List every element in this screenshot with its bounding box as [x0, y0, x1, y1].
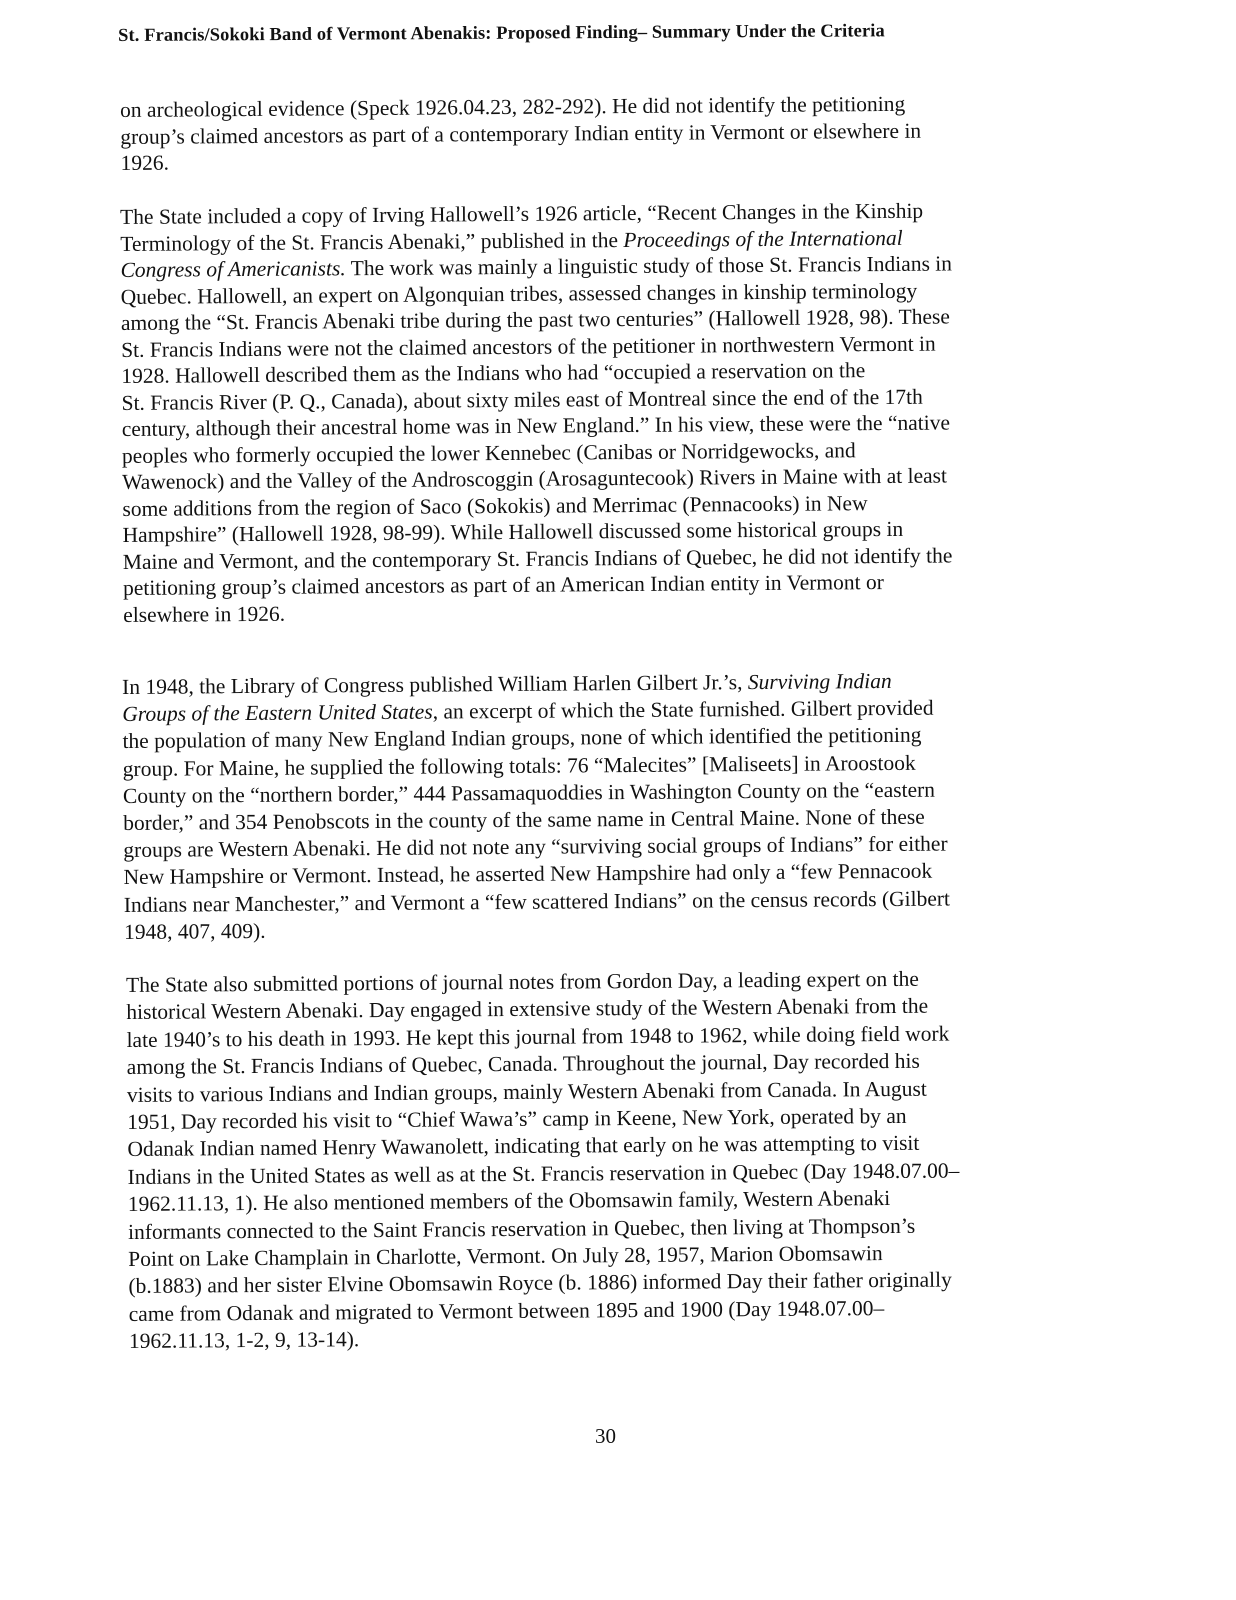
text-segment: century, although their ancestral home was in New England.” In his view, these were the “native: [121, 410, 951, 441]
text-segment: Indians in the United States as well as at the St. Francis reservation in Quebec (Day 1948.07.00–: [127, 1158, 960, 1189]
text-segment: New Hampshire or Vermont. Instead, he asserted New Hampshire had only a “few Pennacook: [123, 858, 933, 890]
text-segment: came from Odanak and migrated to Vermont between 1895 and 1900 (Day 1948.07.00–: [128, 1295, 885, 1326]
paragraph-gordon-day: [126, 964, 1089, 1355]
text-segment: the population of many New England Indian groups, none of which identified the petitioning: [122, 723, 922, 754]
text-segment: Hampshire” (Hallowell 1928, 98-99). While Hallowell discussed some historical groups in: [122, 516, 904, 547]
text-segment: peoples who formerly occupied the lower Kennebec (Canibas or Norridgewocks, and: [121, 437, 856, 468]
text-segment: groups are Western Abenaki. He did not note any “surviving social groups of Indians” for either: [123, 831, 948, 863]
text-segment: Quebec. Hallowell, an expert on Algonquian tribes, assessed changes in kinship terminology: [120, 278, 918, 309]
text-segment: The work was mainly a linguistic study of those St. Francis Indians in: [345, 251, 953, 281]
text-segment: 1948, 407, 409).: [123, 918, 266, 944]
italic-title-text: Proceedings of the International: [623, 225, 903, 252]
text-segment: some additions from the region of Saco (Sokokis) and Merrimac (Pennacooks) in New: [122, 490, 868, 521]
text-segment: St. Francis Indians were not the claimed ancestors of the petitioner in northwestern Vermont in: [121, 331, 936, 362]
page-number: 30: [595, 1424, 616, 1448]
text-segment: County on the “northern border,” 444 Passamaquoddies in Washington County on the “eastern: [122, 777, 936, 808]
text-segment: (b.1883) and her sister Elvine Obomsawin Royce (b. 1886) informed Day their father originally: [128, 1267, 952, 1299]
text-segment: informants connected to the Saint Francis reservation in Quebec, then living at Thompson’s: [127, 1213, 916, 1244]
text-segment: 1951, Day recorded his visit to “Chief Wawa’s” camp in Keene, New York, operated by an: [127, 1103, 907, 1134]
text-segment: petitioning group’s claimed ancestors as part of an American Indian entity in Vermont or: [122, 570, 884, 600]
text-segment: 1962.11.13, 1-2, 9, 13-14).: [128, 1327, 360, 1354]
text-segment: Indians near Manchester,” and Vermont a “few scattered Indians” on the census records (Gilbert: [123, 886, 951, 917]
text-segment: Maine and Vermont, and the contemporary St. Francis Indians of Quebec, he did not identify the: [122, 542, 953, 574]
text-segment: In 1948, the Library of Congress published William Harlen Gilbert Jr.’s,: [122, 670, 748, 699]
text-segment: elsewhere in 1926.: [123, 601, 286, 627]
text-segment: on archeological evidence (Speck 1926.04.23, 282-292). He did not identify the petitioning: [120, 91, 906, 122]
text-segment: Terminology of the St. Francis Abenaki,” published in the: [120, 227, 624, 256]
text-segment: visits to various Indians and Indian groups, mainly Western Abenaki from Canada. In August: [126, 1076, 927, 1107]
italic-title-text: Groups of the Eastern United States: [122, 699, 433, 727]
text-segment: among the “St. Francis Abenaki tribe during the past two centuries” (Hallowell 1928, 98). These: [120, 304, 950, 335]
italic-title-text: Surviving Indian: [747, 668, 892, 695]
text-segment: Odanak Indian named Henry Wawanolett, indicating that early on he was attempting to visit: [127, 1131, 920, 1162]
text-segment: among the St. Francis Indians of Quebec, Canada. Throughout the journal, Day recorded his: [126, 1048, 920, 1080]
text-segment: The State included a copy of Irving Hallowell’s 1926 article, “Recent Changes in the Kinship: [120, 198, 924, 229]
text-segment: The State also submitted portions of journal notes from Gordon Day, a leading expert on the: [126, 966, 919, 997]
running-header: St. Francis/Sokoki Band of Vermont Abenakis: Proposed Finding– Summary Under the Criteria: [118, 21, 885, 46]
text-segment: St. Francis River (P. Q., Canada), about sixty miles east of Montreal since the end of the 17th: [121, 384, 923, 415]
paragraph-hallowell: [120, 196, 1083, 628]
italic-title-text: Congress of Americanists.: [120, 256, 346, 282]
text-segment: Wawenock) and the Valley of the Androscoggin (Arosaguntecook) Rivers in Maine with at least: [122, 463, 948, 494]
text-segment: 1926.: [120, 150, 169, 175]
text-segment: historical Western Abenaki. Day engaged in extensive study of the Western Abenaki from the: [126, 994, 929, 1025]
text-segment: group. For Maine, he supplied the following totals: 76 “Malecites” [Maliseets] in Aroostook: [122, 750, 916, 781]
text-segment: 1962.11.13, 1). He also mentioned members of the Obomsawin family, Western Abenaki: [127, 1186, 891, 1217]
paragraph-speck: [120, 89, 1081, 176]
text-segment: 1928. Hallowell described them as the Indians who had “occupied a reservation on the: [121, 358, 866, 388]
text-segment: Point on Lake Champlain in Charlotte, Vermont. On July 28, 1957, Marion Obomsawin: [128, 1240, 883, 1271]
text-segment: , an excerpt of which the State furnished. Gilbert provided: [432, 695, 934, 724]
text-segment: border,” and 354 Penobscots in the county of the same name in Central Maine. None of these: [123, 804, 925, 835]
paragraph-gilbert: [122, 666, 1084, 945]
text-segment: late 1940’s to his death in 1993. He kept this journal from 1948 to 1962, while doing field work: [126, 1021, 950, 1052]
text-segment: group’s claimed ancestors as part of a contemporary Indian entity in Vermont or elsewhere in: [120, 118, 922, 149]
